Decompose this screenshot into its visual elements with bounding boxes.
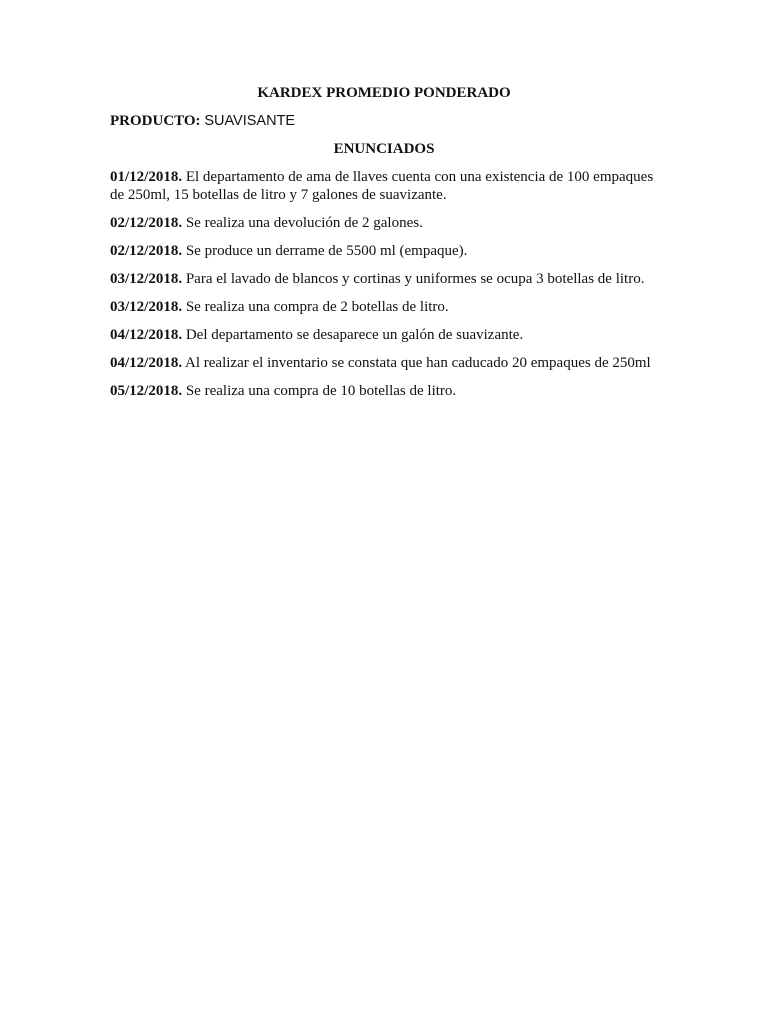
entry-text: Se realiza una devolución de 2 galones. bbox=[185, 215, 423, 231]
document-page bbox=[110, 84, 658, 410]
entry bbox=[110, 270, 658, 288]
entry bbox=[110, 214, 658, 232]
section-title: ENUNCIADOS bbox=[333, 141, 435, 157]
entry bbox=[110, 354, 658, 372]
entry-text: El departamento de ama de llaves cuenta con una existencia de 100 empaques de 250ml, 15 botellas de litro y 7 galones de suavizante. bbox=[110, 169, 654, 203]
entry bbox=[110, 298, 658, 316]
entry-date: 05/12/2018. bbox=[110, 383, 183, 399]
entry bbox=[110, 382, 658, 400]
entry-date: 02/12/2018. bbox=[110, 243, 183, 259]
entry-date: 01/12/2018. bbox=[110, 169, 183, 185]
entry-text: Para el lavado de blancos y cortinas y uniformes se ocupa 3 botellas de litro. bbox=[185, 271, 645, 287]
product-label: PRODUCTO: bbox=[110, 113, 201, 129]
entry-text: Al realizar el inventario se constata que han caducado 20 empaques de 250ml bbox=[185, 355, 651, 371]
entry-text: Del departamento se desaparece un galón de suavizante. bbox=[185, 327, 524, 343]
entry-date: 03/12/2018. bbox=[110, 299, 183, 315]
entry-date: 04/12/2018. bbox=[110, 355, 183, 371]
entry bbox=[110, 242, 658, 260]
document-title: KARDEX PROMEDIO PONDERADO bbox=[257, 85, 511, 101]
entry-date: 04/12/2018. bbox=[110, 327, 183, 343]
entry-text: Se realiza una compra de 10 botellas de litro. bbox=[185, 383, 457, 399]
product-value: SUAVISANTE bbox=[204, 113, 296, 129]
entry bbox=[110, 168, 658, 204]
entry-date: 03/12/2018. bbox=[110, 271, 183, 287]
entry bbox=[110, 326, 658, 344]
product-line bbox=[110, 112, 658, 130]
entry-text: Se produce un derrame de 5500 ml (empaque). bbox=[185, 243, 468, 259]
entry-text: Se realiza una compra de 2 botellas de litro. bbox=[185, 299, 449, 315]
entry-date: 02/12/2018. bbox=[110, 215, 183, 231]
